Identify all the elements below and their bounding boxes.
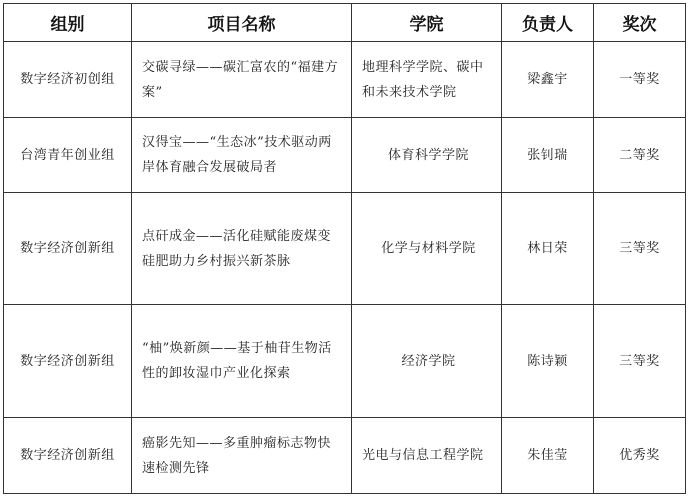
college-cell: 光电与信息工程学院 xyxy=(352,418,502,494)
college-cell: 化学与材料学院 xyxy=(352,193,502,305)
college-cell: 地理科学学院、碳中和未来技术学院 xyxy=(352,42,502,118)
award-cell: 三等奖 xyxy=(594,193,686,305)
project-cell: 交碳寻绿——碳汇富农的“福建方案” xyxy=(132,42,352,118)
project-cell: 汉得宝——“生态冰”技术驱动两岸体育融合发展破局者 xyxy=(132,118,352,193)
project-cell: 癌影先知——多重肿瘤标志物快速检测先锋 xyxy=(132,418,352,494)
header-project: 项目名称 xyxy=(132,4,352,42)
project-cell: “柚”焕新颜——基于柚苷生物活性的卸妆湿巾产业化探索 xyxy=(132,305,352,418)
header-award: 奖次 xyxy=(594,4,686,42)
award-cell: 一等奖 xyxy=(594,42,686,118)
group-cell: 数字经济初创组 xyxy=(4,42,132,118)
header-row xyxy=(4,4,686,42)
leader-cell: 梁鑫宇 xyxy=(502,42,594,118)
table-row xyxy=(4,42,686,118)
project-cell: 点矸成金——活化硅赋能废煤变硅肥助力乡村振兴新茶脉 xyxy=(132,193,352,305)
leader-cell: 朱佳莹 xyxy=(502,418,594,494)
table-row xyxy=(4,193,686,305)
group-cell: 数字经济创新组 xyxy=(4,193,132,305)
header-college: 学院 xyxy=(352,4,502,42)
college-cell: 体育科学学院 xyxy=(352,118,502,193)
award-cell: 三等奖 xyxy=(594,305,686,418)
college-cell: 经济学院 xyxy=(352,305,502,418)
group-cell: 数字经济创新组 xyxy=(4,418,132,494)
header-group: 组别 xyxy=(4,4,132,42)
table-row xyxy=(4,118,686,193)
header-leader: 负责人 xyxy=(502,4,594,42)
group-cell: 台湾青年创业组 xyxy=(4,118,132,193)
award-table xyxy=(3,3,686,494)
table-row xyxy=(4,305,686,418)
leader-cell: 陈诗颖 xyxy=(502,305,594,418)
leader-cell: 林日荣 xyxy=(502,193,594,305)
award-cell: 二等奖 xyxy=(594,118,686,193)
group-cell: 数字经济创新组 xyxy=(4,305,132,418)
award-cell: 优秀奖 xyxy=(594,418,686,494)
leader-cell: 张钊瑞 xyxy=(502,118,594,193)
table-row xyxy=(4,418,686,494)
